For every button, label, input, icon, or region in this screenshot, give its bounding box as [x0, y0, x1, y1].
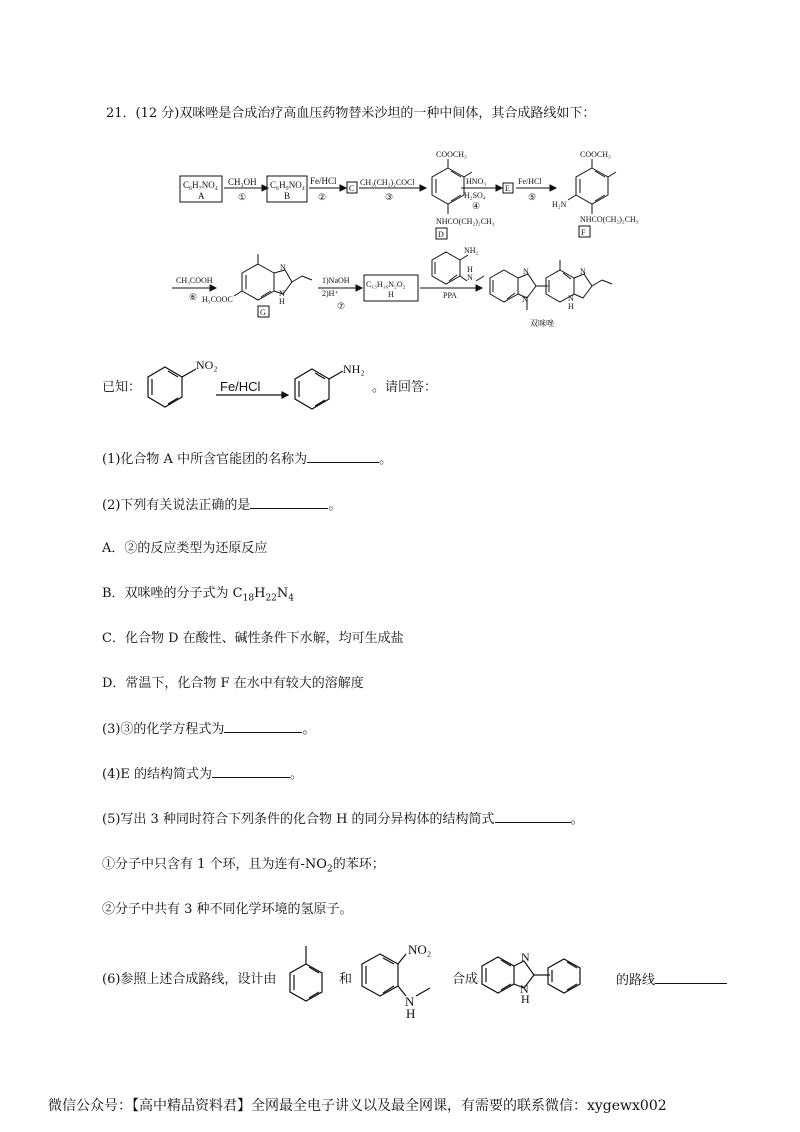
- d-nh: NHCO(CH₂)₂CH₃: [436, 217, 495, 226]
- step-1: ①: [238, 192, 247, 202]
- q1-blank[interactable]: [307, 450, 379, 463]
- option-b-sub3: 4: [288, 593, 294, 604]
- box-c-label: C: [349, 184, 355, 193]
- ring-prod-1: [490, 270, 518, 302]
- amine-nh2: NH₂: [464, 246, 479, 255]
- box-a-formula: C₆H₇NO₄: [183, 180, 218, 190]
- q1-text: (1)化合物 A 中所含官能团的名称为: [102, 452, 308, 467]
- q5: [102, 810, 584, 829]
- known-tail: 。请回答：: [372, 380, 438, 395]
- q6-bim-h: H: [521, 992, 530, 1005]
- box-g-label: G: [260, 308, 266, 317]
- prod-n3: N: [580, 267, 586, 276]
- g-h: H: [279, 297, 285, 306]
- q4-blank[interactable]: [212, 765, 290, 778]
- q6-post-text: 的路线: [616, 973, 656, 988]
- question-number: 21．(12 分): [106, 106, 180, 121]
- q4-end: 。: [290, 767, 304, 782]
- prod-n1: N: [523, 267, 529, 276]
- q6-no2: NO₂: [408, 942, 432, 957]
- reagent-1: CH₃OH: [228, 177, 257, 187]
- box-b-formula: C₆H₉NO₄: [270, 180, 305, 190]
- known-no2: NO₂: [196, 358, 218, 372]
- q6-h: H: [406, 1006, 416, 1020]
- step-4: ④: [472, 201, 481, 211]
- q4: [102, 765, 303, 784]
- reagent-5: Fe/HCl: [518, 177, 542, 186]
- q6-n: N: [405, 994, 415, 1009]
- box-f-label: F: [581, 228, 586, 237]
- step-3: ③: [385, 192, 394, 202]
- condition-2: ②分子中共有 3 种不同化学环境的氢原子。: [102, 902, 353, 917]
- q6-bim-nh: N: [520, 982, 529, 996]
- q6-mid: 合成: [452, 972, 479, 987]
- reagent-7b: 2)H⁺: [322, 289, 339, 298]
- step-2: ②: [318, 192, 327, 202]
- question-header: [106, 105, 595, 123]
- g-n: N: [280, 263, 286, 272]
- option-c: C．化合物 D 在酸性、碱性条件下水解，均可生成盐: [102, 631, 404, 646]
- amine-n: N: [467, 273, 473, 282]
- q6-bim-n: N: [521, 950, 530, 964]
- footer-note: 微信公众号：【高中精品资料君】全网最全电子讲义以及最全网课，有需要的联系微信：xygewx002: [48, 1098, 667, 1114]
- q2-end: 。: [328, 498, 342, 513]
- synthesis-scheme: [0, 140, 800, 340]
- box-h-label: H: [388, 290, 394, 299]
- q6-and: 和: [339, 972, 353, 987]
- option-b: [102, 585, 294, 608]
- option-d: D．常温下，化合物 F 在水中有较大的溶解度: [102, 676, 364, 691]
- q6-blank[interactable]: [655, 971, 727, 984]
- prod-h: H: [568, 302, 574, 311]
- condition-1-text: ①分子中只含有 1 个环，且为连有-NO: [102, 857, 327, 872]
- q3-text: (3)③的化学方程式为: [102, 722, 225, 737]
- phenylbenzimidazole-structure: [478, 945, 618, 1005]
- q2-text: (2)下列有关说法正确的是: [102, 498, 251, 513]
- f-nh: NHCO(CH₂)₂CH₃: [580, 215, 639, 224]
- ring-amine: [432, 252, 460, 284]
- ring-d: [432, 168, 464, 204]
- f-h2n: H₂N: [552, 200, 567, 209]
- nitro-amine-structure: [350, 940, 450, 1020]
- d-cooch3: COOCH₃: [436, 150, 467, 159]
- amine-h: H: [467, 265, 473, 274]
- box-b-label: B: [284, 191, 291, 201]
- q2: [102, 496, 341, 515]
- condition-1: [102, 856, 385, 879]
- q4-text: (4)E 的结构简式为: [102, 767, 213, 782]
- prod-n2: N: [522, 295, 528, 304]
- option-b-sub1: 18: [242, 593, 255, 604]
- option-b-h: H: [254, 586, 266, 601]
- product-name: 双咪唑: [530, 319, 554, 328]
- option-b-sub2: 22: [265, 593, 277, 604]
- option-a: A．②的反应类型为还原反应: [102, 541, 268, 556]
- reagent-2: Fe/HCl: [310, 176, 337, 186]
- option-b-n: N: [276, 586, 289, 601]
- question-intro: 双咪唑是合成治疗高血压药物替米沙坦的一种中间体，其合成路线如下：: [179, 106, 596, 121]
- toluene-structure: [284, 938, 328, 1012]
- box-d-label: D: [438, 230, 444, 239]
- step-7: ⑦: [337, 301, 346, 311]
- q2-blank[interactable]: [250, 496, 328, 509]
- step-6: ⑥: [189, 292, 198, 302]
- known-label: 已知：: [102, 380, 142, 395]
- ring-f: [576, 168, 608, 204]
- condition-1-post: 的苯环；: [332, 857, 385, 872]
- g-ester: H₃COOC: [202, 295, 233, 304]
- reagent-3: CH₃(CH₂)₂COCl: [360, 178, 415, 187]
- ring-g: [242, 264, 274, 300]
- q5-end: 。: [570, 812, 584, 827]
- reagent-6: CH₃COOH: [176, 276, 213, 285]
- reagent-ppa: PPA: [443, 291, 457, 300]
- q1-end: 。: [379, 452, 393, 467]
- step-5: ⑤: [528, 192, 537, 202]
- known-reagent: Fe/HCl: [220, 379, 261, 394]
- q6-post: [616, 971, 727, 990]
- known-nh2: NH₂: [343, 362, 365, 376]
- q6-pre: (6)参照上述合成路线，设计由: [102, 972, 277, 987]
- reagent-7a: 1)NaOH: [322, 276, 350, 285]
- q3-end: 。: [302, 722, 316, 737]
- q3-blank[interactable]: [224, 720, 302, 733]
- box-e-label: E: [505, 184, 510, 193]
- q3: [102, 720, 315, 739]
- option-b-text: B．双咪唑的分子式为 C: [102, 586, 243, 601]
- q1: [102, 450, 392, 469]
- reagent-4b: H₂SO₄: [464, 191, 486, 200]
- box-h-formula: C₁₃H₁₆N₂O₂: [366, 280, 406, 289]
- reagent-4a: HNO₃: [466, 177, 487, 186]
- q5-text: (5)写出 3 种同时符合下列条件的化合物 H 的同分异构体的结构简式: [102, 812, 495, 827]
- box-a-label: A: [198, 191, 205, 201]
- condition-1-sub: 2: [326, 864, 333, 875]
- prod-n4: N: [568, 294, 574, 303]
- g-nh: N: [279, 289, 285, 298]
- q5-blank[interactable]: [495, 810, 571, 823]
- f-cooch3: COOCH₃: [580, 150, 611, 159]
